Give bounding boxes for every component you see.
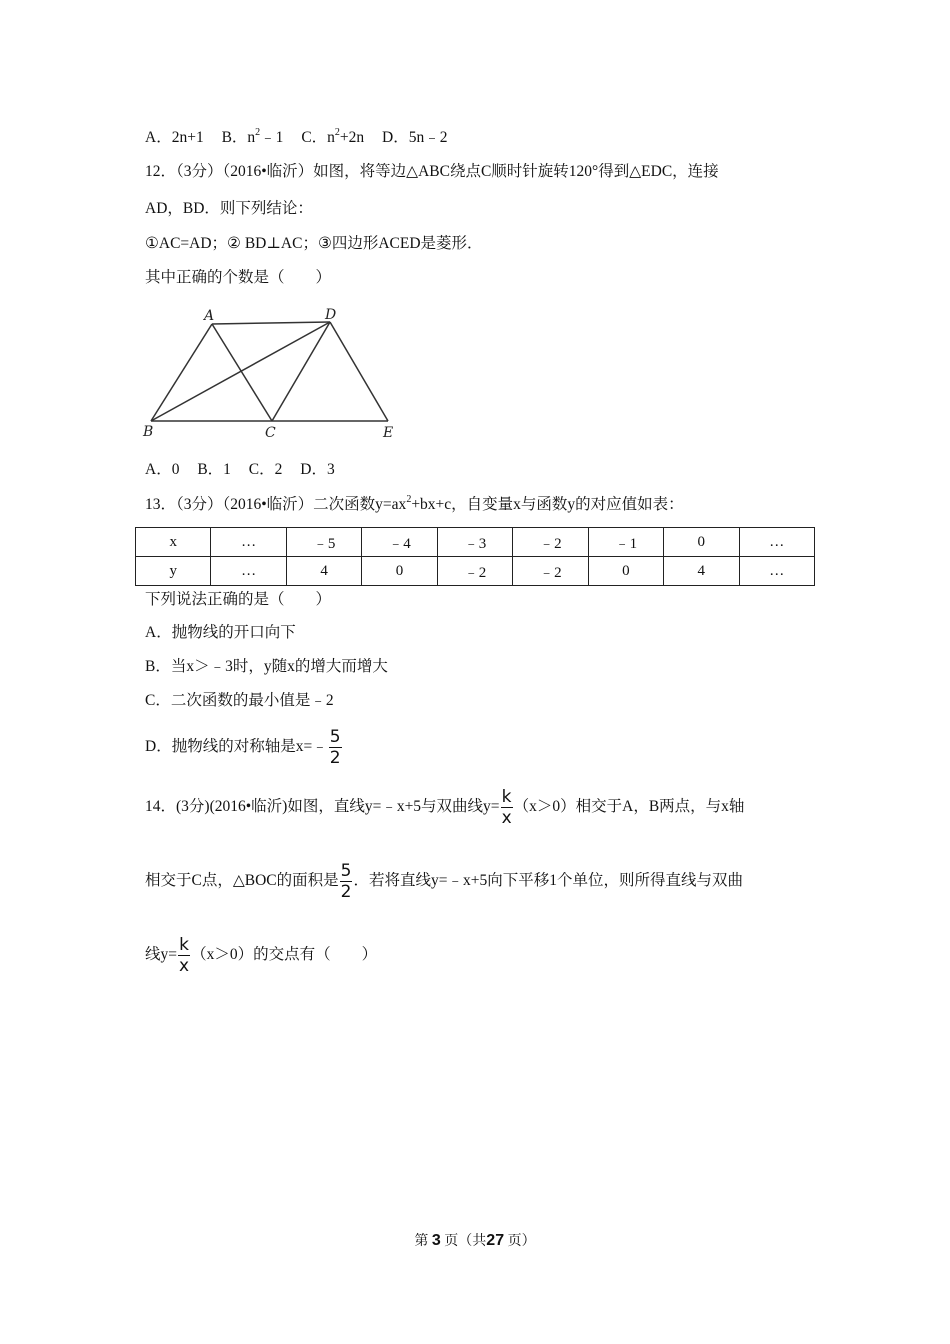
q12-geometry-figure <box>140 303 400 448</box>
segment-ac <box>212 324 272 421</box>
q11-option-d: D．5n﹣2 <box>382 129 448 146</box>
q11-option-b: B．$n^2﹣1$ <box>221 127 284 146</box>
current-page-number: 3 <box>431 1232 441 1249</box>
fraction-k-over-x: $\frac{k}{x}$ <box>501 787 512 828</box>
table-cell: ﹣1 <box>588 528 663 557</box>
table-cell: ﹣3 <box>437 528 512 557</box>
q12-stem-line1: 12．（3分）（2016•临沂）如图，将等边△ABC绕点C顺时针旋转120°得到△EDC，连接 <box>145 163 719 180</box>
table-row <box>136 528 815 557</box>
point-label-b: B <box>143 424 154 440</box>
q12-prompt: 其中正确的个数是（ ） <box>145 269 332 286</box>
q12-option-c: C．2 <box>248 461 283 478</box>
table-cell: ﹣2 <box>513 528 588 557</box>
table-cell: … <box>739 557 815 586</box>
q12-options <box>145 460 335 480</box>
fraction-k-over-x: $\frac{k}{x}$ <box>179 935 190 976</box>
q13-prompt: 下列说法正确的是（ ） <box>145 591 332 608</box>
point-label-c: C <box>265 425 276 441</box>
q12-option-a: A．0 <box>145 461 180 478</box>
point-label-e: E <box>383 425 394 441</box>
table-cell: 4 <box>286 557 361 586</box>
total-page-count: 27 <box>486 1232 505 1249</box>
segment-ba <box>151 324 212 421</box>
q14-stem-line2: 相交于C点，△BOC的面积是 $\frac{5}{2}$ ．若将直线y=﹣x+5向下平移1个单位，则所得直线与双曲 <box>145 861 743 902</box>
q14-stem-line1: 14．(3分)(2016•临沂)如图，直线y=﹣x+5与双曲线y= $\frac{k}{x}$ （x＞0）相交于A，B两点，与x轴 <box>145 787 745 828</box>
table-row <box>136 557 815 586</box>
table-cell: … <box>739 528 815 557</box>
table-cell: ﹣2 <box>513 557 588 586</box>
table-cell: 0 <box>362 557 437 586</box>
table-cell: 0 <box>588 557 663 586</box>
q13-option-b: B．当x＞﹣3时，y随x的增大而增大 <box>145 658 388 675</box>
q13-option-c: C．二次函数的最小值是﹣2 <box>145 692 334 709</box>
q13-option-d: D．抛物线的对称轴是x=﹣ $\frac{5}{2}$ <box>145 727 341 768</box>
q12-stem-line2: AD，BD．则下列结论： <box>145 200 313 217</box>
q11-options <box>145 128 448 148</box>
table-cell: ﹣5 <box>286 528 361 557</box>
page-footer: 第 3 页（共27 页） <box>414 1232 536 1249</box>
segment-bd <box>151 322 330 421</box>
fraction-five-halves: $\frac{5}{2}$ <box>329 727 341 768</box>
table-cell: ﹣2 <box>437 557 512 586</box>
table-cell: 0 <box>664 528 739 557</box>
rhombus-diagram <box>140 303 400 443</box>
q12-option-b: B．1 <box>197 461 231 478</box>
q14-stem-line3: 线y= $\frac{k}{x}$ （x＞0）的交点有（ ） <box>145 935 378 976</box>
point-label-a: A <box>204 308 215 324</box>
point-label-d: D <box>325 307 337 323</box>
segment-ad <box>212 322 330 324</box>
q13-value-table <box>135 527 815 586</box>
table-cell: y <box>136 557 211 586</box>
q13-option-a: A．抛物线的开口向下 <box>145 624 296 641</box>
q13-stem: 13．（3分）（2016•临沂）二次函数$y=ax^2+bx+c$，自变量x与函数y的对应值如表： <box>145 494 684 513</box>
segment-de <box>330 322 388 421</box>
table-cell: … <box>211 557 286 586</box>
q11-option-a: A．2n+1 <box>145 129 204 146</box>
q12-conclusions: ①AC=AD；② BD⊥AC；③四边形ACED是菱形． <box>145 235 483 252</box>
table-cell: … <box>211 528 286 557</box>
table-cell: 4 <box>664 557 739 586</box>
segment-cd <box>272 322 330 421</box>
q11-option-c: C．$n^2+2n$ <box>301 127 365 146</box>
table-cell: ﹣4 <box>362 528 437 557</box>
fraction-five-halves: $\frac{5}{2}$ <box>340 861 352 902</box>
q12-option-d: D．3 <box>300 461 335 478</box>
table-cell: x <box>136 528 211 557</box>
